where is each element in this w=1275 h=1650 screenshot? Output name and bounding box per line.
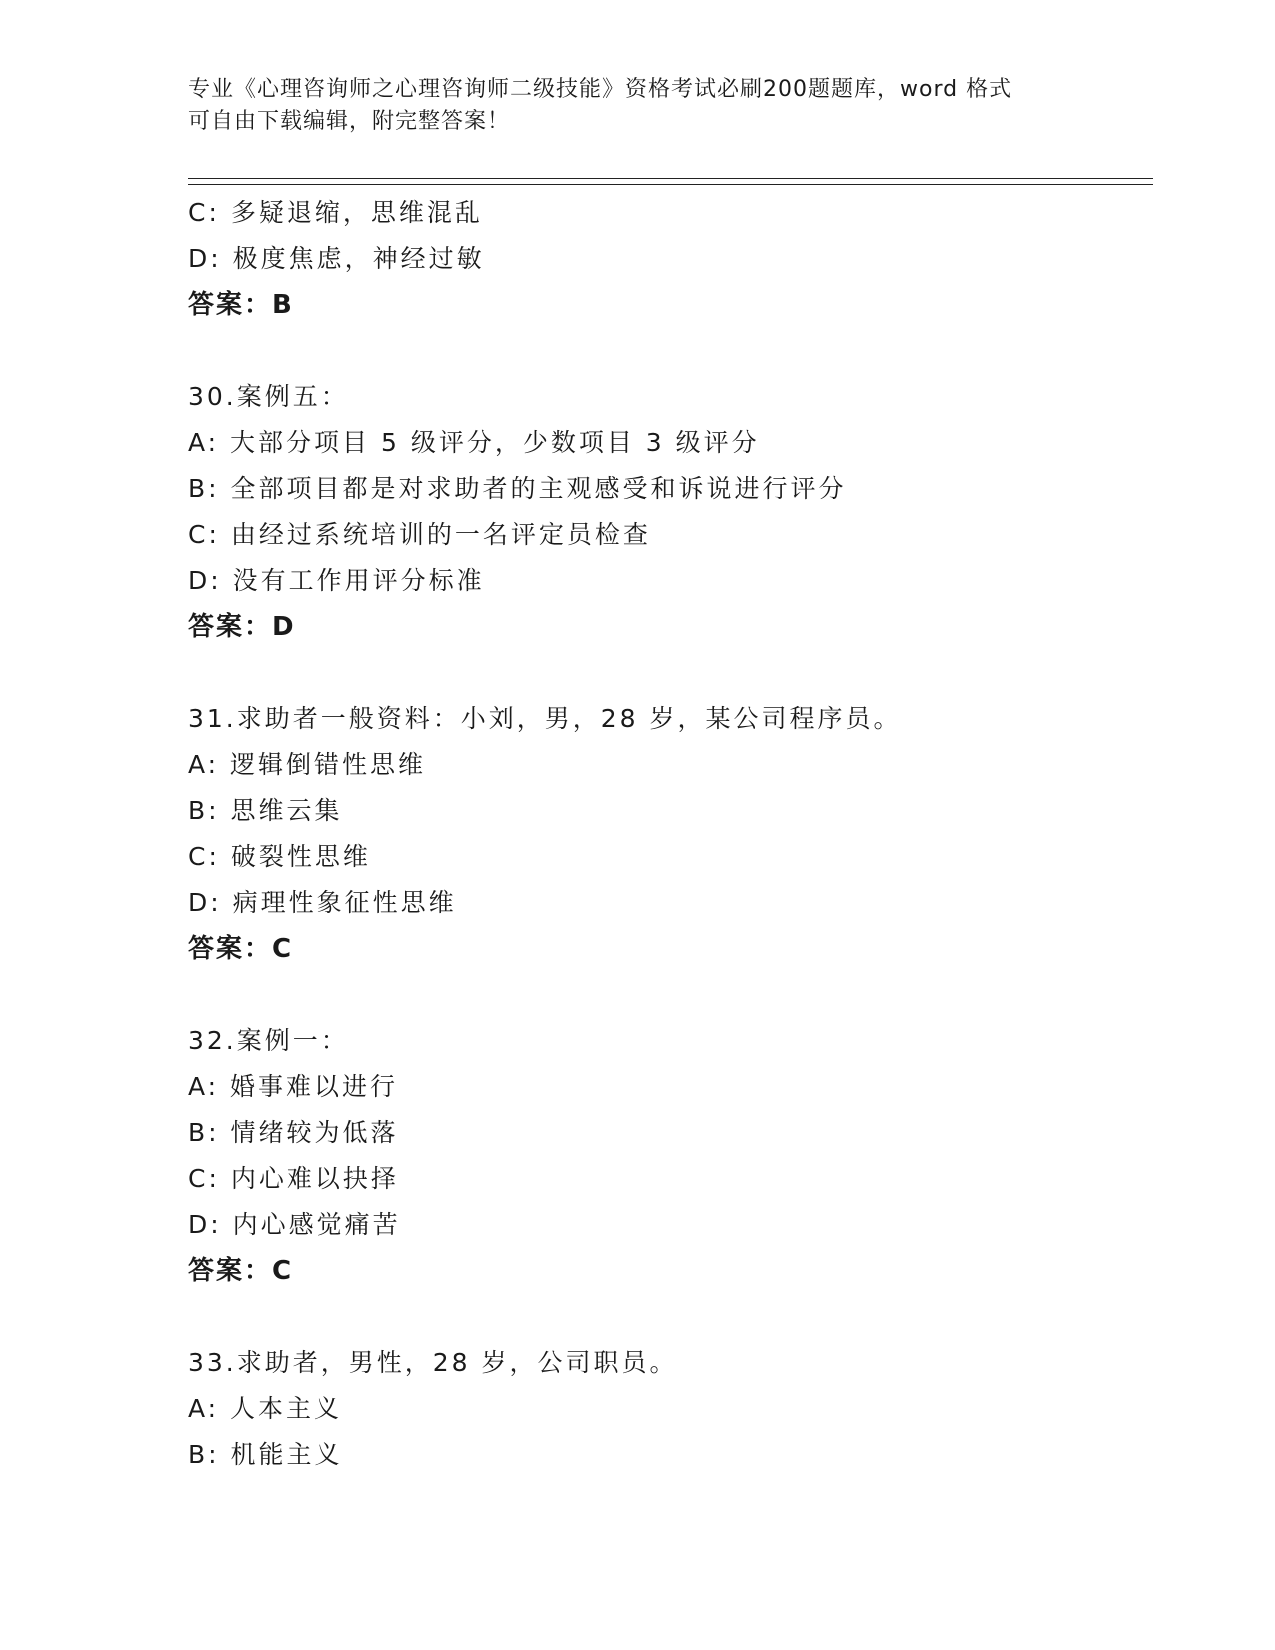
option-b: B: 思维云集	[188, 796, 343, 825]
answer-label: 答案：C	[188, 934, 294, 964]
question-block-30	[188, 374, 1153, 650]
option-c: C: 内心难以抉择	[188, 1164, 399, 1193]
question-block-31	[188, 696, 1153, 972]
spacer	[188, 972, 1153, 1018]
option-d: D: 没有工作用评分标准	[188, 566, 485, 595]
option-a: A: 逻辑倒错性思维	[188, 750, 427, 779]
document-header	[188, 74, 1088, 138]
answer-label: 答案：B	[188, 290, 294, 320]
header-title-line-1: 专业《心理咨询师之心理咨询师二级技能》资格考试必刷200题题库，word 格式	[188, 77, 1013, 102]
header-divider-top	[188, 178, 1153, 179]
option-d: D: 内心感觉痛苦	[188, 1210, 401, 1239]
option-b: B: 全部项目都是对求助者的主观感受和诉说进行评分	[188, 474, 847, 503]
question-stem: 32.案例一：	[188, 1026, 349, 1055]
header-title-line-2: 可自由下载编辑，附完整答案！	[188, 109, 511, 134]
spacer	[188, 1294, 1153, 1340]
option-c: C: 多疑退缩，思维混乱	[188, 198, 483, 227]
question-block-continued	[188, 190, 1153, 328]
option-b: B: 机能主义	[188, 1440, 343, 1469]
option-a: A: 人本主义	[188, 1394, 343, 1423]
option-a: A: 大部分项目 5 级评分，少数项目 3 级评分	[188, 428, 760, 457]
spacer	[188, 328, 1153, 374]
answer-label: 答案：D	[188, 612, 296, 642]
spacer	[188, 650, 1153, 696]
option-b: B: 情绪较为低落	[188, 1118, 399, 1147]
option-d: D: 病理性象征性思维	[188, 888, 457, 917]
question-list	[188, 190, 1153, 1478]
question-stem: 33.求助者，男性，28 岁，公司职员。	[188, 1348, 678, 1377]
option-c: C: 由经过系统培训的一名评定员检查	[188, 520, 651, 549]
question-stem: 30.案例五：	[188, 382, 349, 411]
question-block-32	[188, 1018, 1153, 1294]
option-c: C: 破裂性思维	[188, 842, 371, 871]
header-divider-bottom	[188, 184, 1153, 185]
option-a: A: 婚事难以进行	[188, 1072, 399, 1101]
option-d: D: 极度焦虑，神经过敏	[188, 244, 485, 273]
question-stem: 31.求助者一般资料：小刘，男，28 岁，某公司程序员。	[188, 704, 902, 733]
question-block-33	[188, 1340, 1153, 1478]
answer-label: 答案：C	[188, 1256, 294, 1286]
